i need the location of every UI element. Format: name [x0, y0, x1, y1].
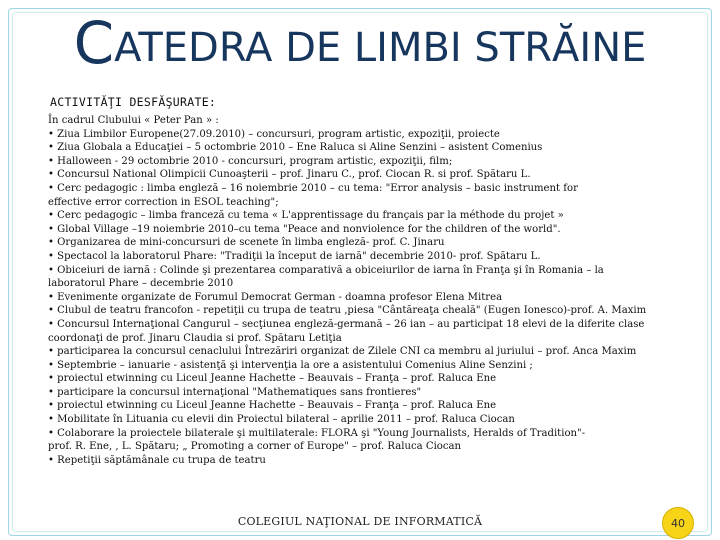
list-item: effective error correction in ESOL teaching";: [48, 196, 279, 208]
title-initial: C: [73, 9, 115, 77]
list-item: • Repetiţii săptămânale cu trupa de teatru: [48, 454, 266, 466]
list-item: • Concursul National Olimpicii Cunoaşterii – prof. Jinaru C., prof. Ciocan R. si prof. Spătaru L.: [48, 169, 531, 181]
list-item: • Mobilitate în Lituania cu elevii din Proiectul bilateral – aprilie 2011 – prof. Raluca Ciocan: [48, 414, 515, 426]
list-item: coordonaţi de prof. Jinaru Claudia si prof. Spătaru Letiţia: [48, 332, 342, 344]
list-item: • proiectul etwinning cu Liceul Jeanne Hachette – Beauvais – Franţa – prof. Raluca Ene: [48, 400, 497, 412]
list-item: • Colaborare la proiectele bilaterale şi multilaterale: FLORA şi "Young Journalists, Heralds of Tradition"-: [48, 427, 586, 439]
footer-text: COLEGIUL NAŢIONAL DE INFORMATICĂ: [237, 515, 483, 528]
page-title: [0, 9, 720, 77]
list-item: • Clubul de teatru francofon - repetiţii cu trupa de teatru ,piesa "Cântăreaţa cheală" (Eugen Ionesco)-prof. A. Maxim: [48, 305, 647, 317]
list-item: • Global Village –19 noiembrie 2010–cu tema "Peace and nonviolence for the children of the world".: [48, 223, 561, 235]
page-number-badge: 40: [662, 507, 694, 539]
section-heading: ACTIVITĂŢI DESFĂŞURATE:: [50, 95, 217, 109]
list-item: • Organizarea de mini-concursuri de scenete în limba engleză- prof. C. Jinaru: [48, 237, 445, 249]
list-item: • participarea la concursul cenaclului Întrezăriri organizat de Zilele CNI ca membru al juriului – prof. Anca Maxim: [48, 346, 637, 358]
list-item: • Halloween - 29 octombrie 2010 - concursuri, program artistic, expoziţii, film;: [48, 155, 453, 167]
list-item: • proiectul etwinning cu Liceul Jeanne Hachette – Beauvais – Franţa – prof. Raluca Ene: [48, 373, 497, 385]
list-item: • Ziua Limbilor Europene(27.09.2010) – concursuri, program artistic, expoziţii, proiecte: [48, 128, 500, 140]
list-item: În cadrul Clubului « Peter Pan » :: [48, 115, 219, 126]
list-item: • Ziua Globala a Educaţiei – 5 octombrie 2010 – Ene Raluca si Aline Senzini – asistent Comenius: [48, 142, 543, 154]
list-item: laboratorul Phare – decembrie 2010: [48, 278, 234, 290]
list-item: • Cerc pedagogic – limba franceză cu tema « L'apprentissage du français par la méthode du projet »: [48, 210, 564, 222]
list-item: • Cerc pedagogic : limba engleză – 16 noiembrie 2010 – cu tema: "Error analysis – basic instrument for: [48, 182, 578, 194]
list-item: • Septembrie – ianuarie - asistenţă şi intervenţia la ore a asistentului Comenius Aline Senzini ;: [48, 359, 533, 371]
title-rest: ATEDRA DE LIMBI STRĂINE: [114, 25, 647, 71]
list-item: • participare la concursul internaţional "Mathematiques sans frontieres": [48, 386, 422, 398]
list-item: • Obiceiuri de iarnă : Colinde şi prezentarea comparativă a obiceiurilor de iarna în Franţa şi în Romania – la: [48, 264, 604, 276]
activities-list: [48, 114, 668, 467]
list-item: • Concursul Internaţional Cangurul – secţiunea engleză-germană – 26 ian – au participat 18 elevi de la diferite clase: [48, 318, 645, 330]
list-item: prof. R. Ene, , L. Spătaru; „ Promoting a corner of Europe" – prof. Raluca Ciocan: [48, 441, 462, 453]
list-item: • Spectacol la laboratorul Phare: "Tradiţii la început de iarnă" decembrie 2010- prof. Spătaru L.: [48, 250, 541, 262]
list-item: • Evenimente organizate de Forumul Democrat German - doamna profesor Elena Mitrea: [48, 291, 503, 303]
